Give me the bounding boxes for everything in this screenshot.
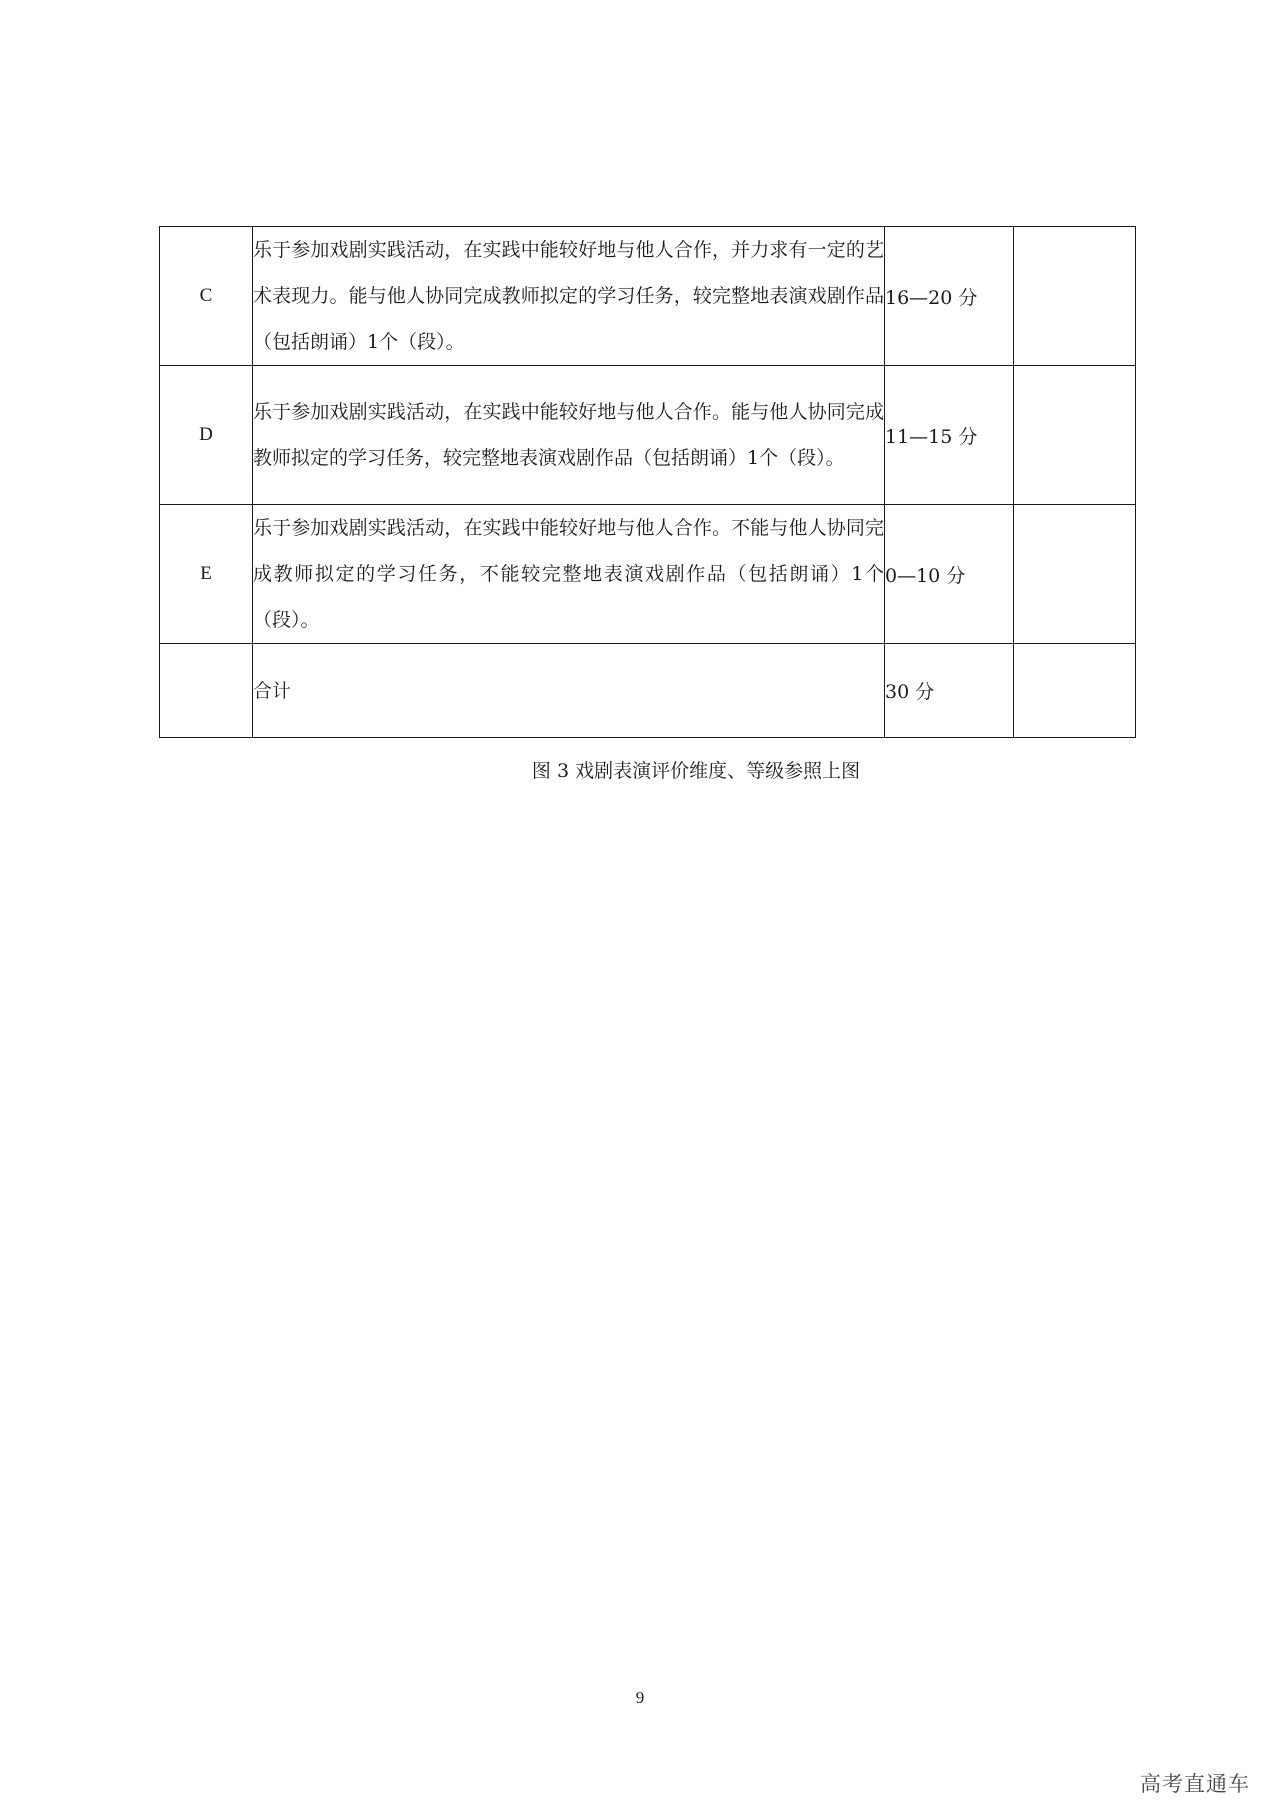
- description-cell: 乐于参加戏剧实践活动，在实践中能较好地与他人合作。不能与他人协同完成教师拟定的学习任务，不能较完整地表演戏剧作品（包括朗诵）1个（段）。: [253, 505, 885, 644]
- empty-cell: [1014, 644, 1136, 738]
- description-cell: 乐于参加戏剧实践活动，在实践中能较好地与他人合作，并力求有一定的艺术表现力。能与他人协同完成教师拟定的学习任务，较完整地表演戏剧作品（包括朗诵）1个（段）。: [253, 227, 885, 366]
- grade-cell: D: [160, 366, 253, 505]
- score-cell: 16—20 分: [885, 227, 1014, 366]
- total-label-cell: 合计: [253, 644, 885, 738]
- table-row-grade-c: [160, 227, 1136, 366]
- figure-caption: 图 3 戏剧表演评价维度、等级参照上图: [531, 760, 861, 782]
- table-row-grade-e: [160, 505, 1136, 644]
- score-cell: 0—10 分: [885, 505, 1014, 644]
- empty-cell: [1014, 366, 1136, 505]
- evaluation-table: [159, 226, 1136, 738]
- table-row-total: [160, 644, 1136, 738]
- empty-cell: [1014, 505, 1136, 644]
- grade-cell: E: [160, 505, 253, 644]
- page-number: 9: [635, 1688, 645, 1707]
- grade-cell: [160, 644, 253, 738]
- score-cell: 11—15 分: [885, 366, 1014, 505]
- grade-cell: C: [160, 227, 253, 366]
- description-cell: 乐于参加戏剧实践活动，在实践中能较好地与他人合作。能与他人协同完成教师拟定的学习任务，较完整地表演戏剧作品（包括朗诵）1个（段）。: [253, 366, 885, 505]
- empty-cell: [1014, 227, 1136, 366]
- table-row-grade-d: [160, 366, 1136, 505]
- watermark-text: 高考直通车: [1140, 1772, 1250, 1796]
- total-score-cell: 30 分: [885, 644, 1014, 738]
